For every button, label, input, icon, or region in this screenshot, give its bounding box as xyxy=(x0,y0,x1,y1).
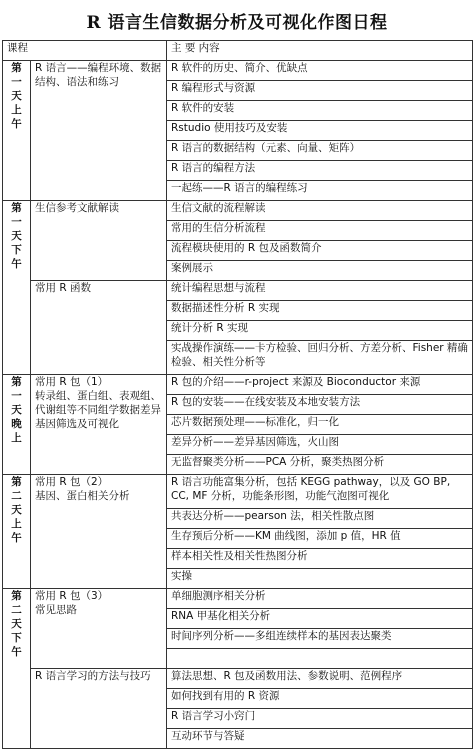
content-item: 统计分析 R 实现 xyxy=(167,321,473,341)
content-item: 无监督聚类分析——PCA 分析，聚类热图分析 xyxy=(167,455,473,475)
content-item: R 语言学习小窍门 xyxy=(167,709,473,729)
content-item: Rstudio 使用技巧及安装 xyxy=(167,121,473,141)
content-item: 一起练——R 语言的编程练习 xyxy=(167,181,473,201)
content-item: R 语言的数据结构（元素、向量、矩阵） xyxy=(167,141,473,161)
content-item: 芯片数据预处理——标准化，归一化 xyxy=(167,415,473,435)
table-row xyxy=(3,589,473,609)
course-cell: 常用 R 函数 xyxy=(31,281,167,375)
table-row xyxy=(3,61,473,81)
content-item: R 语言的编程方法 xyxy=(167,161,473,181)
content-item: 数据描述性分析 R 实现 xyxy=(167,301,473,321)
session-label: 第二天上午 xyxy=(3,475,31,589)
content-item: 算法思想、R 包及函数用法、参数说明、范例程序 xyxy=(167,669,473,689)
course-cell: 常用 R 包（3） 常见思路 xyxy=(31,589,167,669)
content-item: 统计编程思想与流程 xyxy=(167,281,473,301)
content-item: 实操 xyxy=(167,569,473,589)
session-label: 第一天晚上 xyxy=(3,375,31,475)
session-label: 第二天下午 xyxy=(3,589,31,749)
course-cell: R 语言学习的方法与技巧 xyxy=(31,669,167,749)
content-item: R 包的介绍——r-project 来源及 Bioconductor 来源 xyxy=(167,375,473,395)
session-label: 第一天下午 xyxy=(3,201,31,375)
content-item: 生存预后分析——KM 曲线图，添加 p 值，HR 值 xyxy=(167,529,473,549)
table-row xyxy=(3,375,473,395)
content-item: 实战操作演练——卡方检验、回归分析、方差分析、Fisher 精确检验、相关性分析等 xyxy=(167,341,473,375)
schedule-table xyxy=(2,40,473,749)
content-item: 时间序列分析——多组连续样本的基因表达聚类 xyxy=(167,629,473,649)
content-item: 差异分析——差异基因筛选，火山图 xyxy=(167,435,473,455)
content-item-empty xyxy=(167,649,473,669)
content-item: R 软件的安装 xyxy=(167,101,473,121)
content-item: R 语言功能富集分析，包括 KEGG pathway，以及 GO BP, CC, MF 分析，功能条形图，功能气泡图可视化 xyxy=(167,475,473,509)
course-cell: 生信参考文献解读 xyxy=(31,201,167,281)
page-title: R 语言生信数据分析及可视化作图日程 xyxy=(86,12,388,33)
course-cell: 常用 R 包（1） 转录组、蛋白组、表观组、代谢组等不同组学数据差异基因筛选及可视化 xyxy=(31,375,167,475)
content-item: 如何找到有用的 R 资源 xyxy=(167,689,473,709)
content-item: 案例展示 xyxy=(167,261,473,281)
content-item: 样本相关性及相关性热图分析 xyxy=(167,549,473,569)
table-row xyxy=(3,475,473,509)
table-row xyxy=(3,669,473,689)
content-item: 流程模块使用的 R 包及函数简介 xyxy=(167,241,473,261)
header-row xyxy=(3,41,473,61)
content-item: 生信文献的流程解读 xyxy=(167,201,473,221)
content-item: 常用的生信分析流程 xyxy=(167,221,473,241)
content-item: R 编程形式与资源 xyxy=(167,81,473,101)
header-content: 主 要 内容 xyxy=(167,41,473,61)
content-item: R 包的安装——在线安装及本地安装方法 xyxy=(167,395,473,415)
content-item: 共表达分析——pearson 法，相关性散点图 xyxy=(167,509,473,529)
content-item: 单细胞测序相关分析 xyxy=(167,589,473,609)
course-cell: R 语言——编程环境、数据结构、语法和练习 xyxy=(31,61,167,201)
course-cell: 常用 R 包（2） 基因、蛋白相关分析 xyxy=(31,475,167,589)
content-item: R 软件的历史、简介、优缺点 xyxy=(167,61,473,81)
session-label: 第一天上午 xyxy=(3,61,31,201)
table-row xyxy=(3,201,473,221)
content-item: 互动环节与答疑 xyxy=(167,729,473,749)
content-item: RNA 甲基化相关分析 xyxy=(167,609,473,629)
header-course: 课程 xyxy=(3,41,167,61)
table-row xyxy=(3,281,473,301)
